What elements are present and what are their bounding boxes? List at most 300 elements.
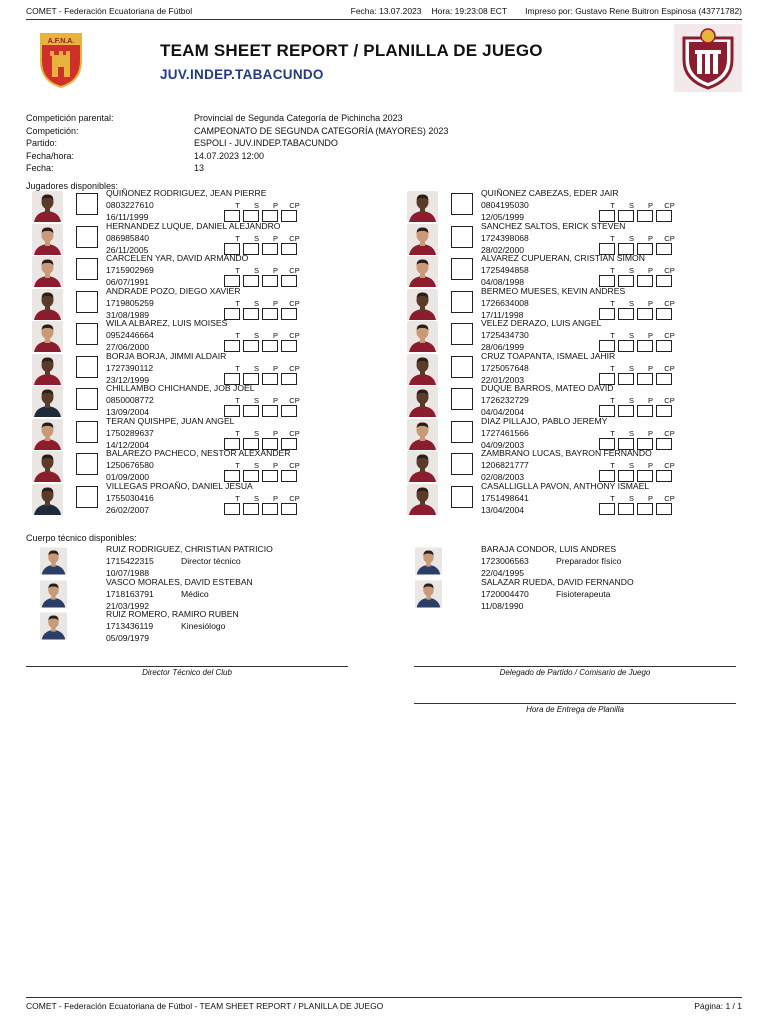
player-select-checkbox[interactable] (451, 356, 473, 378)
staff-name: RUIZ ROMERO, RAMIRO RUBEN (106, 609, 239, 619)
player-dob: 04/04/2004 (481, 407, 525, 417)
p-checkbox[interactable] (262, 243, 278, 255)
player-id: 1750289637 (106, 427, 154, 438)
delivery-time-line: Hora de Entrega de Planilla (414, 703, 736, 714)
player-row (402, 285, 722, 321)
box-letter: S (253, 233, 259, 243)
player-photo (32, 386, 63, 417)
box-letters (228, 299, 304, 308)
box-letters (603, 266, 679, 275)
player-select-checkbox[interactable] (451, 258, 473, 280)
box-letters (228, 201, 304, 210)
box-letter: P (647, 298, 653, 308)
player-select-checkbox[interactable] (451, 388, 473, 410)
player-select-checkbox[interactable] (451, 323, 473, 345)
p-checkbox[interactable] (637, 373, 653, 385)
player-photo (32, 419, 63, 450)
cp-checkbox[interactable] (281, 405, 297, 417)
player-id: 1719805259 (106, 297, 154, 308)
box-letter: S (628, 298, 634, 308)
t-checkbox[interactable] (224, 340, 240, 352)
box-letter: S (628, 266, 634, 275)
box-letter: P (272, 363, 278, 373)
staff-photo (415, 578, 442, 610)
player-select-checkbox[interactable] (451, 486, 473, 508)
info-row (26, 113, 546, 126)
player-row (402, 450, 722, 483)
cp-checkbox[interactable] (656, 308, 672, 320)
staff-row (27, 578, 347, 611)
box-letter: CP (289, 201, 300, 210)
box-letter: CP (664, 461, 675, 470)
cp-checkbox[interactable] (656, 210, 672, 222)
header-printed-by: Impreso por: Gustavo Rene Buitron Espinosa (43771782) (525, 6, 742, 16)
box-letter: CP (664, 233, 675, 243)
player-row (402, 415, 722, 451)
box-letter: S (628, 363, 634, 373)
info-row (26, 138, 546, 151)
staff-name: RUIZ RODRIGUEZ, CHRISTIAN PATRICIO (106, 544, 273, 554)
box-letter: CP (664, 298, 675, 308)
player-name: ZAMBRANO LUCAS, BAYRON FERNANDO (481, 448, 652, 458)
player-id: 1725057648 (481, 362, 529, 373)
player-select-checkbox[interactable] (76, 323, 98, 345)
player-id: 1755030416 (106, 492, 154, 503)
box-letter: P (647, 396, 653, 405)
player-photo (407, 224, 438, 255)
box-letter: T (610, 233, 615, 243)
player-name: ANDRADE POZO, DIEGO XAVIER (106, 285, 241, 296)
info-row (26, 151, 546, 164)
box-letter: T (235, 331, 240, 340)
box-letters (228, 461, 304, 470)
box-letter: S (253, 331, 259, 340)
player-dob: 14/12/2004 (106, 439, 150, 450)
player-id: 1725434730 (481, 330, 529, 340)
p-checkbox[interactable] (262, 308, 278, 320)
director-signature-line: Director Técnico del Club (26, 666, 348, 677)
box-letter: S (628, 428, 634, 438)
position-boxes (224, 503, 297, 515)
box-letter: P (272, 331, 278, 340)
box-letter: CP (289, 266, 300, 275)
box-letter: T (235, 493, 240, 503)
s-checkbox[interactable] (618, 405, 634, 417)
info-value: Provincial de Segunda Categoría de Pichincha 2023 (194, 113, 403, 123)
box-letter: P (272, 266, 278, 275)
player-photo (407, 321, 438, 352)
p-checkbox[interactable] (262, 373, 278, 385)
p-checkbox[interactable] (262, 340, 278, 352)
player-row (27, 415, 347, 451)
p-checkbox[interactable] (637, 308, 653, 320)
box-letter: P (272, 396, 278, 405)
position-boxes (224, 340, 297, 352)
player-photo (32, 289, 63, 320)
cp-checkbox[interactable] (281, 243, 297, 255)
box-letter: S (253, 461, 259, 470)
cp-checkbox[interactable] (281, 470, 297, 482)
s-checkbox[interactable] (243, 308, 259, 320)
box-letter: P (647, 363, 653, 373)
position-boxes (224, 308, 297, 320)
player-id: 1206821777 (481, 460, 529, 470)
player-name: BORJA BORJA, JIMMI ALDAIR (106, 350, 227, 361)
player-select-checkbox[interactable] (76, 421, 98, 443)
header-date: Fecha: 13.07.2023 (350, 6, 422, 16)
player-select-checkbox[interactable] (76, 388, 98, 410)
p-checkbox[interactable] (637, 503, 653, 515)
player-id: 0804195030 (481, 200, 529, 210)
box-letter: CP (664, 266, 675, 275)
staff-row (27, 545, 347, 578)
box-letter: S (253, 266, 259, 275)
box-letter: T (235, 396, 240, 405)
staff-role: Kinesiólogo (181, 621, 226, 631)
player-photo (407, 484, 438, 515)
position-boxes (599, 405, 672, 417)
staff-role: Médico (181, 588, 209, 599)
cp-checkbox[interactable] (281, 308, 297, 320)
staff-id: 1715422315 (106, 556, 154, 566)
box-letter: P (647, 331, 653, 340)
player-row (27, 385, 347, 418)
box-letter: T (610, 396, 615, 405)
player-row (27, 480, 347, 516)
player-dob: 02/08/2003 (481, 472, 525, 482)
player-dob: 13/09/2004 (106, 407, 150, 417)
cp-checkbox[interactable] (656, 438, 672, 450)
player-name: HERNANDEZ LUQUE, DANIEL ALEJANDRO (106, 220, 281, 231)
p-checkbox[interactable] (262, 503, 278, 515)
staff-photo (40, 610, 67, 642)
t-checkbox[interactable] (599, 308, 615, 320)
box-letters (228, 364, 304, 373)
header-org: COMET - Federación Ecuatoriana de Fútbol (26, 6, 193, 16)
s-checkbox[interactable] (618, 373, 634, 385)
info-label: Competición: (26, 125, 79, 136)
box-letter: CP (664, 201, 675, 210)
page-title: TEAM SHEET REPORT / PLANILLA DE JUEGO (160, 41, 543, 60)
player-name: CRUZ TOAPANTA, ISMAEL JAHIR (481, 350, 616, 361)
box-letter: CP (664, 493, 675, 503)
box-letter: S (253, 201, 259, 210)
player-id: 1727390112 (106, 362, 154, 373)
box-letter: P (272, 233, 278, 243)
box-letter: P (272, 201, 278, 210)
svg-text:A.F.N.A.: A.F.N.A. (47, 38, 75, 45)
player-select-checkbox[interactable] (76, 356, 98, 378)
box-letter: CP (289, 298, 300, 308)
player-name: BERMEO MUESES, KEVIN ANDRES (481, 285, 626, 296)
p-checkbox[interactable] (262, 470, 278, 482)
box-letter: S (628, 461, 634, 470)
player-id: 1724398068 (481, 232, 529, 243)
box-letter: T (610, 331, 615, 340)
staff-name: VASCO MORALES, DAVID ESTEBAN (106, 576, 253, 587)
staff-dob: 11/08/1990 (481, 600, 524, 611)
player-dob: 12/05/1999 (481, 212, 525, 222)
player-photo (407, 354, 438, 385)
player-name: VILLEGAS PROAÑO, DANIEL JESUA (106, 480, 253, 491)
player-dob: 01/09/2000 (106, 472, 150, 482)
player-select-checkbox[interactable] (451, 226, 473, 248)
position-boxes (599, 503, 672, 515)
box-letter: T (235, 233, 240, 243)
player-row (27, 350, 347, 386)
box-letters (603, 331, 679, 340)
player-id: 1726232729 (481, 395, 529, 405)
box-letter: T (235, 428, 240, 438)
box-letter: CP (289, 428, 300, 438)
box-letter: P (272, 428, 278, 438)
box-letter: CP (289, 363, 300, 373)
staff-photo (40, 545, 67, 577)
player-name: ALVAREZ CUPUERAN, CRISTIAN SIMON (481, 253, 645, 263)
player-name: DUQUE BARROS, MATEO DAVID (481, 383, 614, 393)
cp-checkbox[interactable] (656, 503, 672, 515)
info-label: Competición parental: (26, 113, 114, 123)
info-value: 13 (194, 163, 205, 173)
player-row (27, 450, 347, 483)
box-letters (603, 494, 679, 503)
staff-name: BARAJA CONDOR, LUIS ANDRES (481, 544, 617, 554)
box-letter: CP (289, 493, 300, 503)
s-checkbox[interactable] (243, 405, 259, 417)
player-dob: 06/07/1991 (106, 277, 150, 287)
p-checkbox[interactable] (637, 405, 653, 417)
info-value: CAMPEONATO DE SEGUNDA CATEGORÍA (MAYORES) 2023 (194, 125, 449, 136)
player-dob: 17/11/1998 (481, 309, 524, 320)
cp-checkbox[interactable] (281, 503, 297, 515)
player-select-checkbox[interactable] (76, 226, 98, 248)
cp-checkbox[interactable] (656, 275, 672, 287)
box-letters (603, 461, 679, 470)
player-dob: 28/02/2000 (481, 244, 525, 255)
player-row (27, 190, 347, 223)
s-checkbox[interactable] (243, 275, 259, 287)
box-letters (603, 201, 679, 210)
p-checkbox[interactable] (637, 275, 653, 287)
player-select-checkbox[interactable] (76, 193, 98, 215)
box-letter: S (253, 428, 259, 438)
box-letter: T (610, 266, 615, 275)
box-letter: CP (289, 396, 300, 405)
position-boxes (224, 405, 297, 417)
staff-role: Director técnico (181, 556, 241, 566)
player-select-checkbox[interactable] (76, 486, 98, 508)
player-name: TERAN QUISHPE, JUAN ANGEL (106, 415, 235, 426)
player-select-checkbox[interactable] (451, 291, 473, 313)
box-letter: P (647, 201, 653, 210)
staff-photo (415, 545, 442, 577)
player-photo (407, 191, 438, 222)
player-id: 1727461566 (481, 427, 529, 438)
info-value: ESPOLI - JUV.INDEP.TABACUNDO (194, 138, 338, 148)
staff-row (27, 610, 347, 643)
cp-checkbox[interactable] (281, 340, 297, 352)
p-checkbox[interactable] (262, 275, 278, 287)
box-letters (228, 494, 304, 503)
player-name: WILA ALBAREZ, LUIS MOISES (106, 318, 228, 328)
player-row (402, 385, 722, 418)
player-name: VELEZ DERAZO, LUIS ANGEL (481, 318, 602, 328)
player-photo (407, 256, 438, 287)
box-letter: CP (289, 461, 300, 470)
player-dob: 13/04/2004 (481, 504, 525, 515)
box-letter: T (235, 266, 240, 275)
player-id: 1725494858 (481, 265, 529, 275)
staff-id: 1720004470 (481, 588, 529, 599)
box-letter: P (647, 461, 653, 470)
team-name: JUV.INDEP.TABACUNDO (160, 67, 324, 82)
player-name: CHILLAMBO CHICHANDE, JOB JOEL (106, 383, 255, 393)
box-letter: T (610, 363, 615, 373)
staff-dob: 05/09/1979 (106, 633, 150, 643)
t-checkbox[interactable] (224, 503, 240, 515)
header-time: Hora: 19:23:08 ECT (431, 6, 508, 16)
box-letter: CP (289, 331, 300, 340)
p-checkbox[interactable] (637, 340, 653, 352)
t-checkbox[interactable] (599, 503, 615, 515)
staff-id: 1718163791 (106, 588, 154, 599)
player-id: 1715902969 (106, 265, 154, 275)
player-row (402, 255, 722, 288)
cp-checkbox[interactable] (656, 470, 672, 482)
player-dob: 26/11/2005 (106, 244, 149, 255)
box-letter: T (235, 461, 240, 470)
box-letter: CP (664, 331, 675, 340)
staff-photo (40, 578, 67, 610)
player-row (402, 350, 722, 386)
match-info (26, 113, 546, 176)
player-id: 1250676580 (106, 460, 154, 470)
box-letter: T (610, 428, 615, 438)
s-checkbox[interactable] (243, 340, 259, 352)
p-checkbox[interactable] (637, 210, 653, 222)
player-photo (407, 451, 438, 482)
s-checkbox[interactable] (243, 503, 259, 515)
box-letter: P (647, 266, 653, 275)
s-checkbox[interactable] (618, 340, 634, 352)
players-section-title: Jugadores disponibles: (26, 181, 119, 191)
box-letters (228, 331, 304, 340)
staff-role: Fisioterapeuta (556, 588, 611, 599)
box-letter: T (610, 201, 615, 210)
cp-checkbox[interactable] (656, 373, 672, 385)
top-header (26, 6, 742, 20)
box-letters (603, 299, 679, 308)
box-letters (603, 396, 679, 405)
box-letter: S (253, 396, 259, 405)
player-dob: 22/01/2003 (481, 374, 525, 385)
info-label: Fecha/hora: (26, 150, 75, 161)
box-letter: T (610, 461, 615, 470)
player-photo (407, 289, 438, 320)
box-letter: P (647, 233, 653, 243)
player-select-checkbox[interactable] (76, 291, 98, 313)
box-letter: S (628, 493, 634, 503)
box-letters (228, 429, 304, 438)
info-value: 14.07.2023 12:00 (194, 150, 265, 161)
box-letter: P (647, 493, 653, 503)
box-letter: S (253, 363, 259, 373)
cp-checkbox[interactable] (656, 405, 672, 417)
player-select-checkbox[interactable] (451, 193, 473, 215)
player-photo (32, 256, 63, 287)
player-id: 0803227610 (106, 200, 154, 210)
cp-checkbox[interactable] (656, 243, 672, 255)
player-photo (407, 386, 438, 417)
cp-checkbox[interactable] (656, 340, 672, 352)
player-dob: 04/08/1998 (481, 277, 525, 287)
player-name: CARCELEN YAR, DAVID ARMANDO (106, 253, 249, 263)
player-select-checkbox[interactable] (451, 453, 473, 475)
player-id: 1726634008 (481, 297, 529, 308)
player-select-checkbox[interactable] (451, 421, 473, 443)
player-select-checkbox[interactable] (76, 258, 98, 280)
player-row (402, 320, 722, 353)
staff-id: 1723006563 (481, 556, 529, 566)
player-name: SANCHEZ SALTOS, ERICK STEVEN (481, 220, 626, 231)
staff-dob: 10/07/1988 (106, 568, 150, 578)
club-logo (674, 24, 742, 92)
box-letter: T (235, 298, 240, 308)
box-letter: T (235, 363, 240, 373)
player-photo (32, 354, 63, 385)
box-letter: CP (664, 363, 675, 373)
player-id: 0952446664 (106, 330, 154, 340)
player-dob: 27/06/2000 (106, 342, 150, 352)
player-dob: 04/09/2003 (481, 439, 525, 450)
player-dob: 31/08/1989 (106, 309, 150, 320)
info-row (26, 126, 546, 139)
info-row (26, 163, 546, 176)
cp-checkbox[interactable] (281, 275, 297, 287)
player-select-checkbox[interactable] (76, 453, 98, 475)
box-letter: T (610, 493, 615, 503)
box-letter: CP (289, 233, 300, 243)
afna-logo (38, 31, 84, 89)
page-number: Página: 1 / 1 (694, 1001, 742, 1011)
player-name: QUIÑONEZ CABEZAS, EDER JAIR (481, 188, 619, 198)
cp-checkbox[interactable] (281, 373, 297, 385)
box-letters (603, 429, 679, 438)
header-meta (351, 6, 742, 19)
box-letters (603, 234, 679, 243)
player-photo (32, 484, 63, 515)
box-letter: T (235, 201, 240, 210)
player-photo (32, 191, 63, 222)
s-checkbox[interactable] (618, 308, 634, 320)
box-letter: P (272, 461, 278, 470)
box-letter: S (628, 201, 634, 210)
cp-checkbox[interactable] (281, 210, 297, 222)
player-row (27, 320, 347, 353)
box-letters (228, 396, 304, 405)
page-footer (26, 997, 742, 1011)
staff-name: SALAZAR RUEDA, DAVID FERNANDO (481, 576, 634, 587)
player-dob: 26/02/2007 (106, 504, 150, 515)
info-label: Partido: (26, 138, 58, 148)
box-letter: CP (664, 428, 675, 438)
p-checkbox[interactable] (262, 405, 278, 417)
box-letter: S (628, 396, 634, 405)
box-letters (228, 266, 304, 275)
box-letters (228, 234, 304, 243)
s-checkbox[interactable] (618, 503, 634, 515)
player-row (402, 220, 722, 256)
